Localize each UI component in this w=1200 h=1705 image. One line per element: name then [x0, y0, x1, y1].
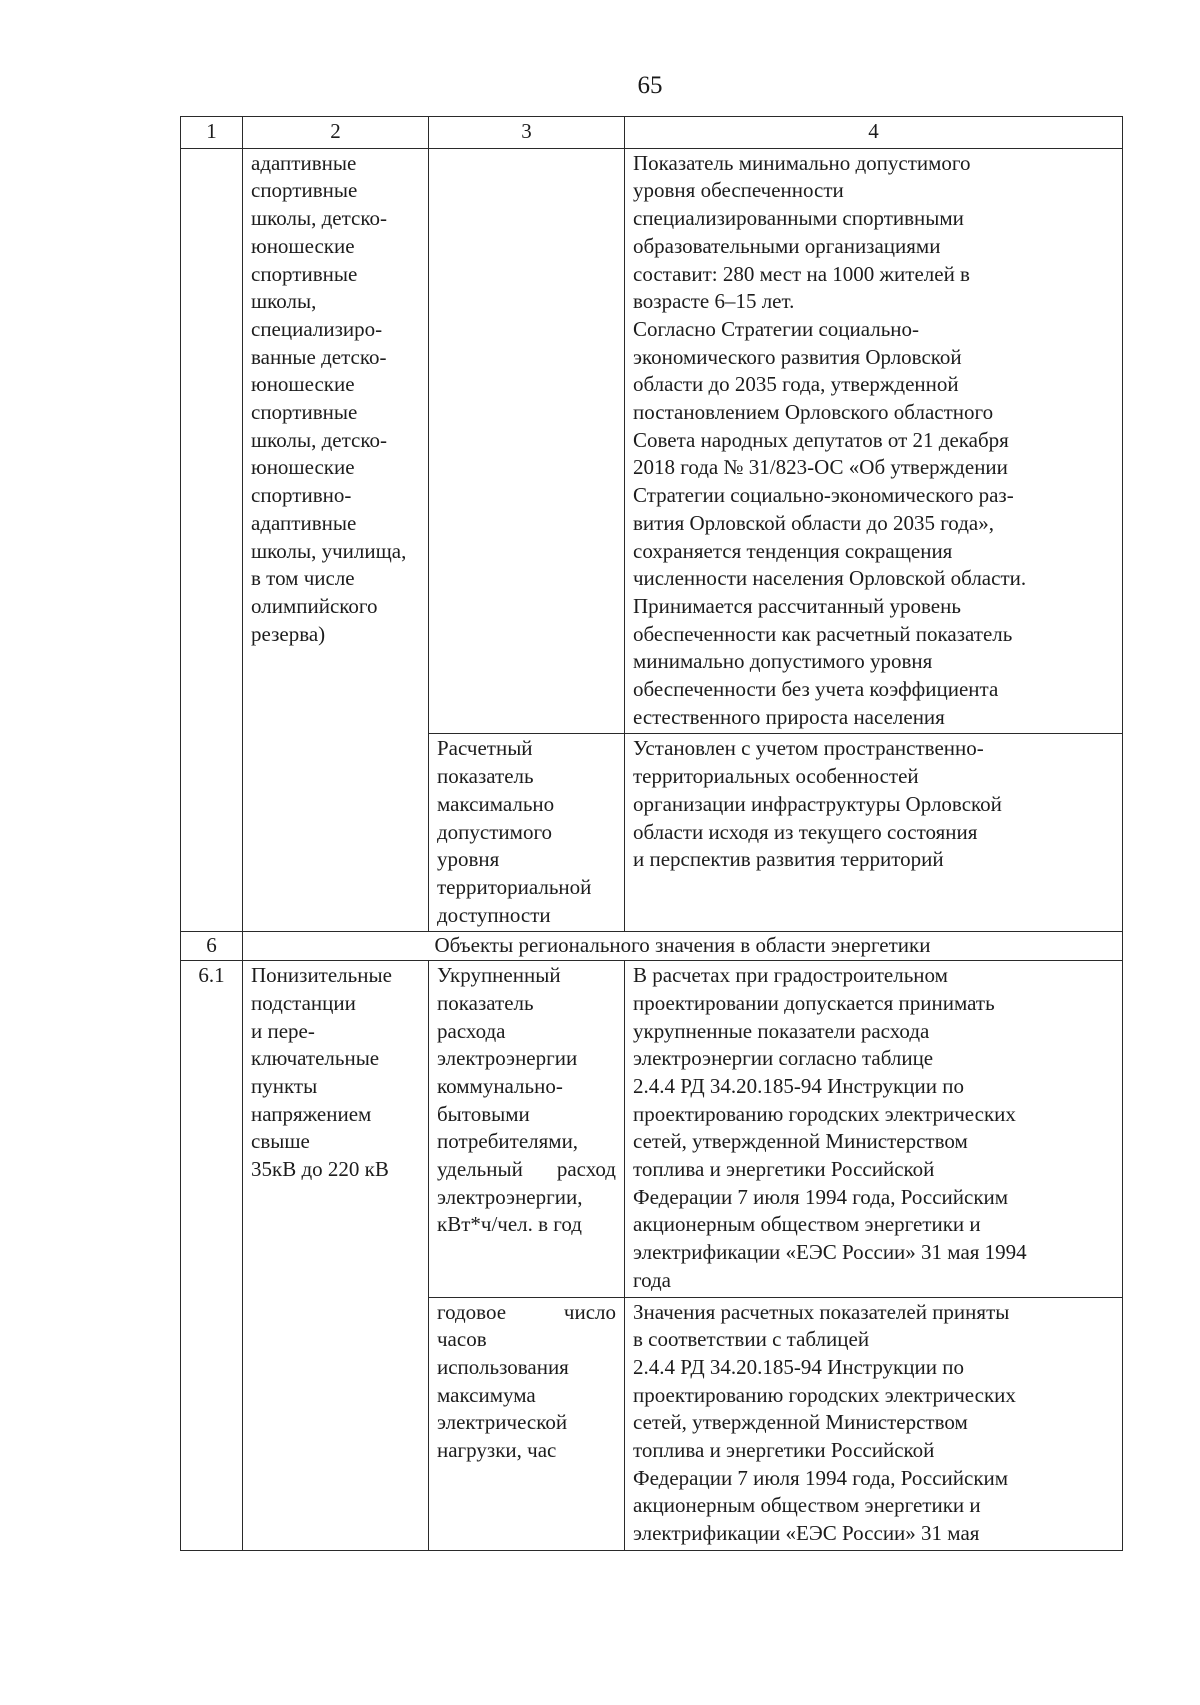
cont-indicator-cell-empty — [429, 148, 625, 734]
electricity-indicator-justified-line — [437, 1156, 616, 1184]
electricity-indicator-line-7: потребителями, — [437, 1129, 579, 1154]
electricity-indicator-cell — [429, 961, 625, 1297]
electricity-indicator-line-3: расхода — [437, 1018, 506, 1043]
section-title: Объекты регионального значения в области энергетики — [243, 932, 1123, 961]
header-col-4: 4 — [625, 117, 1123, 149]
row-number: 6.1 — [181, 961, 243, 1551]
electricity-indicator-tail: электроэнергии, кВт*ч/чел. в год — [437, 1184, 583, 1237]
electricity-justification-cell: В расчетах при градостроительном проектировании допускается принимать укрупненные показатели расхода электроэнергии согласно таблице 2.4.4 РД 34.20.185-94 Инструкции по проектированию городских электрических сетей, утвержденной Министерством топлива и энергетики Российской Федерации 7 июля 1994 года, Российским акционерным обществом энергетики и электрификации «ЕЭС России» 31 мая 1994 года — [625, 961, 1123, 1297]
electricity-indicator-line-5: коммунально- — [437, 1073, 563, 1098]
electricity-indicator-line-6: бытовыми — [437, 1101, 530, 1126]
table-row — [181, 961, 1123, 1297]
cont-justification-cell: Показатель минимально допустимого уровня обеспеченности специализированными спортивными образовательными организациями составит: 280 мест на 1000 жителей в возрасте 6–15 лет. Согласно Стратегии социально- экономического развития Орловской области до 2035 года, утвержденной постановлением Орловского областного Совета народных депутатов от 21 декабря 2018 года № 31/823-ОС «Об утверждении Стратегии социально-экономического раз- вития Орловской области до 2035 года», сохраняется тенденция сокращения численности населения Орловской области. Принимается рассчитанный уровень обеспеченности как расчетный показатель минимально допустимого уровня обеспеченности без учета коэффициента естественного прироста населения — [625, 148, 1123, 734]
header-row — [181, 117, 1123, 149]
electricity-indicator-line-2: показатель — [437, 990, 534, 1015]
electricity-indicator-word-1: удельный — [437, 1157, 523, 1182]
object-name-cell: Понизительные подстанции и пере- ключательные пункты напряжением свыше 35кВ до 220 кВ — [243, 961, 429, 1551]
usage-hours-justification-cell: Значения расчетных показателей приняты в соответствии с таблицей 2.4.4 РД 34.20.185-94 Инструкции по проектированию городских электрических сетей, утвержденной Министерством топлива и энергетики Российской Федерации 7 июля 1994 года, Российским акционерным обществом энергетики и электрификации «ЕЭС России» 31 мая — [625, 1297, 1123, 1550]
usage-hours-word-2: число — [563, 1299, 616, 1324]
electricity-indicator-word-2: расход — [556, 1157, 616, 1182]
max-access-justification-cell: Установлен с учетом пространственно- территориальных особенностей организации инфраструктуры Орловской области исходя из текущего состояния и перспектив развития территорий — [625, 734, 1123, 932]
document-table — [180, 116, 1123, 1551]
usage-hours-word-1: годовое — [437, 1299, 507, 1324]
table-row — [181, 148, 1123, 734]
cont-object-cell: адаптивные спортивные школы, детско- юношеские спортивные школы, специализиро- ванные детско- юношеские спортивные школы, детско- юношеские спортивно- адаптивные школы, училища, в том числе олимпийского резерва) — [243, 148, 429, 932]
section-row — [181, 932, 1123, 961]
section-number: 6 — [181, 932, 243, 961]
page-number: 65 — [637, 72, 663, 99]
header-col-1: 1 — [181, 117, 243, 149]
usage-hours-justified-line — [437, 1299, 616, 1327]
usage-hours-indicator-tail: часов использования максимума электрической нагрузки, час — [437, 1327, 569, 1463]
header-col-2: 2 — [243, 117, 429, 149]
electricity-indicator-line-1: Укрупненный — [437, 963, 561, 988]
header-col-3: 3 — [429, 117, 625, 149]
electricity-indicator-line-4: электроэнергии — [437, 1046, 578, 1071]
max-access-indicator-cell: Расчетный показатель максимально допустимого уровня территориальной доступности — [429, 734, 625, 932]
cont-num-cell — [181, 148, 243, 932]
usage-hours-indicator-cell — [429, 1297, 625, 1550]
